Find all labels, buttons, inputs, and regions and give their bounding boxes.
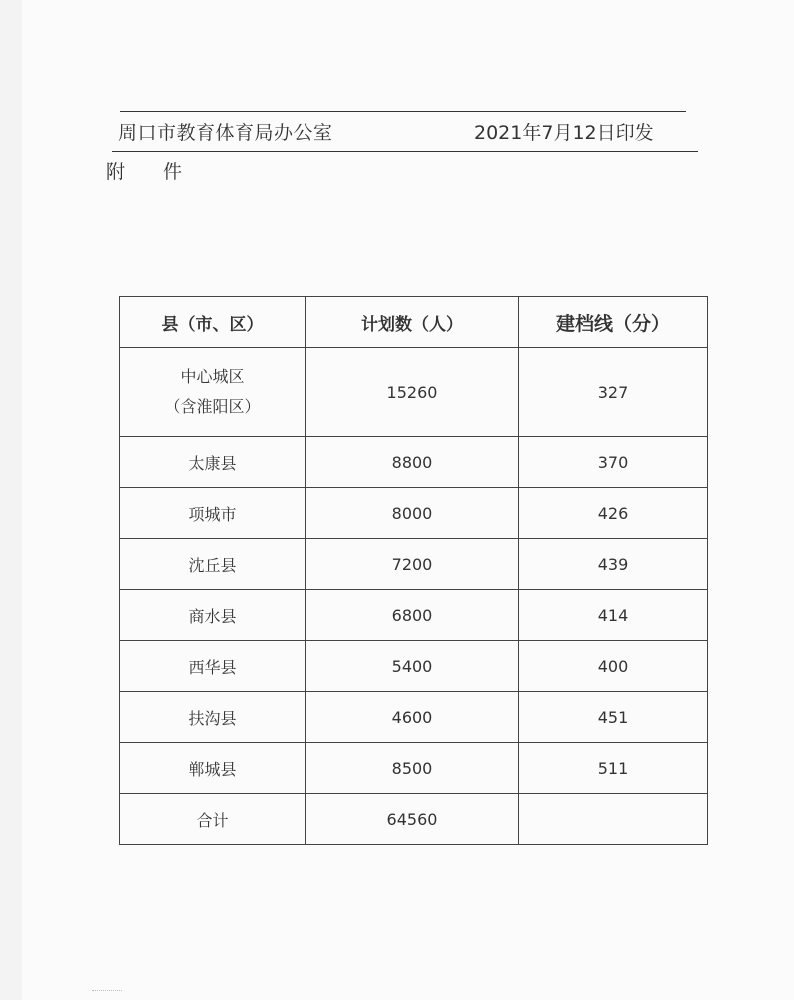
header-top-rule	[120, 111, 686, 112]
header-score: 建档线（分）	[519, 297, 708, 348]
table-row	[120, 437, 708, 488]
region-cell: 商水县	[120, 590, 306, 641]
score-cell: 511	[519, 743, 708, 794]
region-cell: 郸城县	[120, 743, 306, 794]
region-cell: 太康县	[120, 437, 306, 488]
plan-cell: 8800	[306, 437, 519, 488]
attachment-label: 附 件	[106, 161, 199, 183]
header-region: 县（市、区）	[120, 297, 306, 348]
score-cell: 414	[519, 590, 708, 641]
plan-cell: 8000	[306, 488, 519, 539]
table-row	[120, 590, 708, 641]
region-cell	[120, 348, 306, 437]
header-plan: 计划数（人）	[306, 297, 519, 348]
paper-mark	[92, 990, 122, 997]
table-row	[120, 641, 708, 692]
total-plan-cell: 64560	[306, 794, 519, 845]
plan-cell: 7200	[306, 539, 519, 590]
score-cell: 370	[519, 437, 708, 488]
plan-cell: 5400	[306, 641, 519, 692]
total-score-cell	[519, 794, 708, 845]
region-cell: 扶沟县	[120, 692, 306, 743]
plan-cell: 4600	[306, 692, 519, 743]
region-note: （含淮阳区）	[164, 397, 261, 416]
issue-date: 2021年7月12日印发	[474, 122, 654, 144]
region-cell: 项城市	[120, 488, 306, 539]
region-cell: 西华县	[120, 641, 306, 692]
table-row	[120, 539, 708, 590]
region-name: 中心城区	[180, 367, 245, 386]
table-row	[120, 488, 708, 539]
table-row	[120, 348, 708, 437]
table-total-row	[120, 794, 708, 845]
quota-table	[119, 296, 708, 845]
plan-cell: 8500	[306, 743, 519, 794]
score-cell: 451	[519, 692, 708, 743]
score-cell: 400	[519, 641, 708, 692]
plan-cell: 6800	[306, 590, 519, 641]
table-header-row	[120, 297, 708, 348]
score-cell: 327	[519, 348, 708, 437]
total-label-cell: 合计	[120, 794, 306, 845]
table-row	[120, 743, 708, 794]
region-cell: 沈丘县	[120, 539, 306, 590]
issuer-name: 周口市教育体育局办公室	[118, 122, 333, 144]
score-cell: 426	[519, 488, 708, 539]
plan-cell: 15260	[306, 348, 519, 437]
table-row	[120, 692, 708, 743]
score-cell: 439	[519, 539, 708, 590]
header-bottom-rule	[112, 151, 698, 152]
